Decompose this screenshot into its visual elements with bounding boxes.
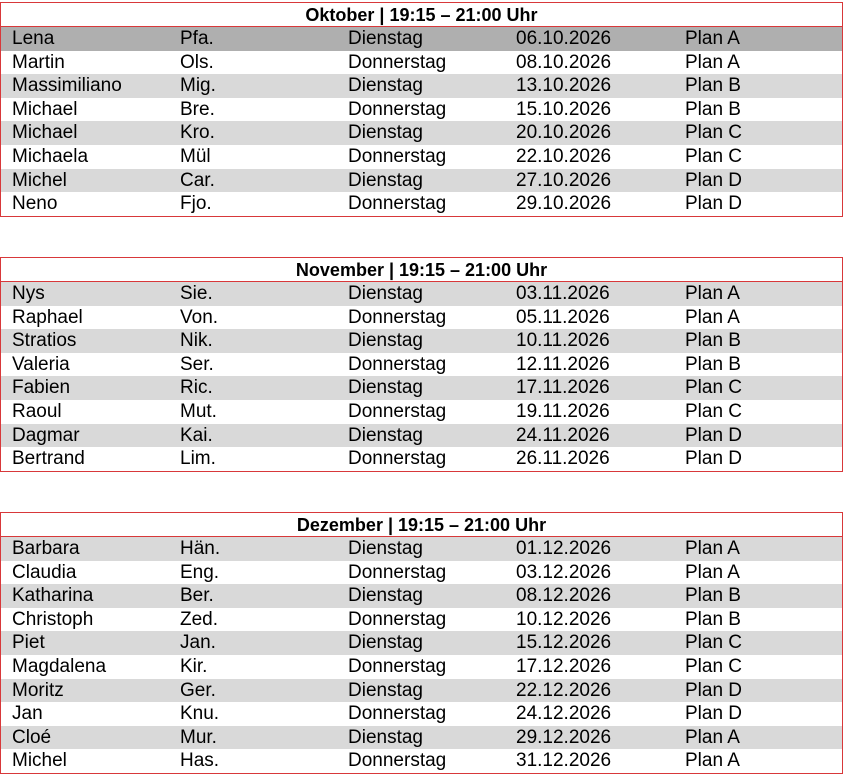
weekday-cell: Donnerstag <box>348 51 447 73</box>
date-cell: 27.10.2026 <box>516 169 612 191</box>
first-name-cell: Bertrand <box>12 448 85 470</box>
date-cell: 01.12.2026 <box>516 538 612 559</box>
table-row <box>1 27 842 51</box>
first-name-cell: Lena <box>12 28 55 49</box>
plan-cell: Plan A <box>685 28 740 49</box>
date-cell: 08.10.2026 <box>516 51 612 73</box>
plan-cell: Plan D <box>685 424 743 446</box>
first-name-cell: Magdalena <box>12 655 107 677</box>
plan-cell: Plan D <box>685 679 743 701</box>
date-cell: 13.10.2026 <box>516 75 612 97</box>
table-body <box>1 282 842 471</box>
weekday-cell: Donnerstag <box>348 448 447 470</box>
date-cell: 29.10.2026 <box>516 193 612 215</box>
weekday-cell: Dienstag <box>348 122 423 144</box>
surname-cell: Mül <box>180 145 211 167</box>
table-row <box>1 447 842 471</box>
table-title: Dezember | 19:15 – 21:00 Uhr <box>1 513 842 537</box>
table-body <box>1 537 842 773</box>
first-name-cell: Michaela <box>12 145 89 167</box>
date-cell: 10.12.2026 <box>516 608 612 630</box>
weekday-cell: Dienstag <box>348 75 423 97</box>
table-row <box>1 376 842 400</box>
plan-cell: Plan C <box>685 655 743 677</box>
schedule-table-december <box>0 512 843 774</box>
table-row <box>1 537 842 561</box>
date-cell: 19.11.2026 <box>516 400 610 422</box>
table-row <box>1 169 842 193</box>
table-row <box>1 631 842 655</box>
weekday-cell: Donnerstag <box>348 703 447 725</box>
plan-cell: Plan D <box>685 169 743 191</box>
surname-cell: Knu. <box>180 703 220 725</box>
first-name-cell: Massimiliano <box>12 75 122 97</box>
table-title: November | 19:15 – 21:00 Uhr <box>1 258 842 282</box>
first-name-cell: Dagmar <box>12 424 80 446</box>
first-name-cell: Raoul <box>12 400 62 422</box>
weekday-cell: Donnerstag <box>348 193 447 215</box>
first-name-cell: Michel <box>12 169 67 191</box>
surname-cell: Eng. <box>180 561 220 583</box>
weekday-cell: Dienstag <box>348 330 423 352</box>
table-row <box>1 608 842 632</box>
first-name-cell: Moritz <box>12 679 64 701</box>
date-cell: 26.11.2026 <box>516 448 610 470</box>
first-name-cell: Christoph <box>12 608 94 630</box>
surname-cell: Mig. <box>180 75 216 97</box>
plan-cell: Plan C <box>685 632 743 654</box>
surname-cell: Ber. <box>180 585 214 607</box>
table-row <box>1 98 842 122</box>
first-name-cell: Valeria <box>12 353 70 375</box>
plan-cell: Plan B <box>685 608 741 630</box>
table-row <box>1 329 842 353</box>
surname-cell: Kir. <box>180 655 208 677</box>
surname-cell: Zed. <box>180 608 219 630</box>
date-cell: 08.12.2026 <box>516 585 612 607</box>
surname-cell: Sie. <box>180 283 213 304</box>
table-row <box>1 561 842 585</box>
table-title: Oktober | 19:15 – 21:00 Uhr <box>1 3 842 27</box>
weekday-cell: Dienstag <box>348 283 423 304</box>
first-name-cell: Jan <box>12 703 43 725</box>
weekday-cell: Donnerstag <box>348 750 447 772</box>
plan-cell: Plan D <box>685 703 743 725</box>
weekday-cell: Donnerstag <box>348 608 447 630</box>
surname-cell: Mut. <box>180 400 217 422</box>
table-row <box>1 145 842 169</box>
date-cell: 20.10.2026 <box>516 122 612 144</box>
first-name-cell: Katharina <box>12 585 94 607</box>
table-row <box>1 353 842 377</box>
table-row <box>1 400 842 424</box>
date-cell: 17.11.2026 <box>516 377 610 399</box>
table-row <box>1 749 842 773</box>
schedule-table-october <box>0 2 843 217</box>
weekday-cell: Dienstag <box>348 585 423 607</box>
first-name-cell: Barbara <box>12 538 80 559</box>
first-name-cell: Piet <box>12 632 45 654</box>
plan-cell: Plan B <box>685 330 741 352</box>
table-row <box>1 306 842 330</box>
weekday-cell: Dienstag <box>348 632 423 654</box>
date-cell: 22.12.2026 <box>516 679 612 701</box>
plan-cell: Plan A <box>685 283 740 304</box>
date-cell: 24.12.2026 <box>516 703 612 725</box>
surname-cell: Pfa. <box>180 28 214 49</box>
surname-cell: Jan. <box>180 632 216 654</box>
plan-cell: Plan A <box>685 750 740 772</box>
first-name-cell: Martin <box>12 51 65 73</box>
date-cell: 15.12.2026 <box>516 632 612 654</box>
date-cell: 24.11.2026 <box>516 424 610 446</box>
surname-cell: Ols. <box>180 51 214 73</box>
table-row <box>1 679 842 703</box>
plan-cell: Plan A <box>685 538 740 559</box>
surname-cell: Nik. <box>180 330 213 352</box>
plan-cell: Plan B <box>685 585 741 607</box>
plan-cell: Plan C <box>685 145 743 167</box>
surname-cell: Ser. <box>180 353 214 375</box>
table-row <box>1 424 842 448</box>
table-row <box>1 282 842 306</box>
date-cell: 17.12.2026 <box>516 655 612 677</box>
plan-cell: Plan A <box>685 561 740 583</box>
schedule-table-november <box>0 257 843 472</box>
surname-cell: Ger. <box>180 679 216 701</box>
weekday-cell: Dienstag <box>348 377 423 399</box>
date-cell: 10.11.2026 <box>516 330 610 352</box>
date-cell: 03.12.2026 <box>516 561 612 583</box>
date-cell: 29.12.2026 <box>516 726 612 748</box>
plan-cell: Plan D <box>685 193 743 215</box>
weekday-cell: Donnerstag <box>348 561 447 583</box>
first-name-cell: Michel <box>12 750 67 772</box>
weekday-cell: Donnerstag <box>348 353 447 375</box>
weekday-cell: Dienstag <box>348 679 423 701</box>
first-name-cell: Michael <box>12 122 78 144</box>
table-row <box>1 74 842 98</box>
date-cell: 03.11.2026 <box>516 283 610 304</box>
weekday-cell: Dienstag <box>348 538 423 559</box>
surname-cell: Ric. <box>180 377 213 399</box>
date-cell: 05.11.2026 <box>516 306 610 328</box>
surname-cell: Kro. <box>180 122 215 144</box>
date-cell: 12.11.2026 <box>516 353 610 375</box>
surname-cell: Fjo. <box>180 193 212 215</box>
first-name-cell: Claudia <box>12 561 77 583</box>
plan-cell: Plan B <box>685 353 741 375</box>
plan-cell: Plan A <box>685 51 740 73</box>
table-row <box>1 121 842 145</box>
surname-cell: Mur. <box>180 726 217 748</box>
date-cell: 06.10.2026 <box>516 28 612 49</box>
surname-cell: Hän. <box>180 538 221 559</box>
weekday-cell: Donnerstag <box>348 306 447 328</box>
plan-cell: Plan D <box>685 448 743 470</box>
plan-cell: Plan C <box>685 377 743 399</box>
table-row <box>1 655 842 679</box>
weekday-cell: Dienstag <box>348 726 423 748</box>
table-body <box>1 27 842 216</box>
surname-cell: Bre. <box>180 98 215 120</box>
plan-cell: Plan C <box>685 122 743 144</box>
first-name-cell: Michael <box>12 98 78 120</box>
table-row <box>1 584 842 608</box>
surname-cell: Has. <box>180 750 220 772</box>
weekday-cell: Dienstag <box>348 424 423 446</box>
surname-cell: Car. <box>180 169 215 191</box>
plan-cell: Plan A <box>685 726 740 748</box>
table-row <box>1 702 842 726</box>
table-row <box>1 51 842 75</box>
weekday-cell: Dienstag <box>348 28 423 49</box>
date-cell: 15.10.2026 <box>516 98 612 120</box>
plan-cell: Plan A <box>685 306 740 328</box>
first-name-cell: Cloé <box>12 726 52 748</box>
surname-cell: Kai. <box>180 424 213 446</box>
table-row <box>1 192 842 216</box>
weekday-cell: Donnerstag <box>348 400 447 422</box>
first-name-cell: Neno <box>12 193 58 215</box>
surname-cell: Von. <box>180 306 219 328</box>
weekday-cell: Donnerstag <box>348 145 447 167</box>
first-name-cell: Nys <box>12 283 45 304</box>
plan-cell: Plan B <box>685 98 741 120</box>
plan-cell: Plan C <box>685 400 743 422</box>
date-cell: 31.12.2026 <box>516 750 612 772</box>
first-name-cell: Raphael <box>12 306 83 328</box>
first-name-cell: Stratios <box>12 330 77 352</box>
first-name-cell: Fabien <box>12 377 71 399</box>
surname-cell: Lim. <box>180 448 216 470</box>
weekday-cell: Dienstag <box>348 169 423 191</box>
plan-cell: Plan B <box>685 75 741 97</box>
date-cell: 22.10.2026 <box>516 145 612 167</box>
weekday-cell: Donnerstag <box>348 655 447 677</box>
table-row <box>1 726 842 750</box>
weekday-cell: Donnerstag <box>348 98 447 120</box>
